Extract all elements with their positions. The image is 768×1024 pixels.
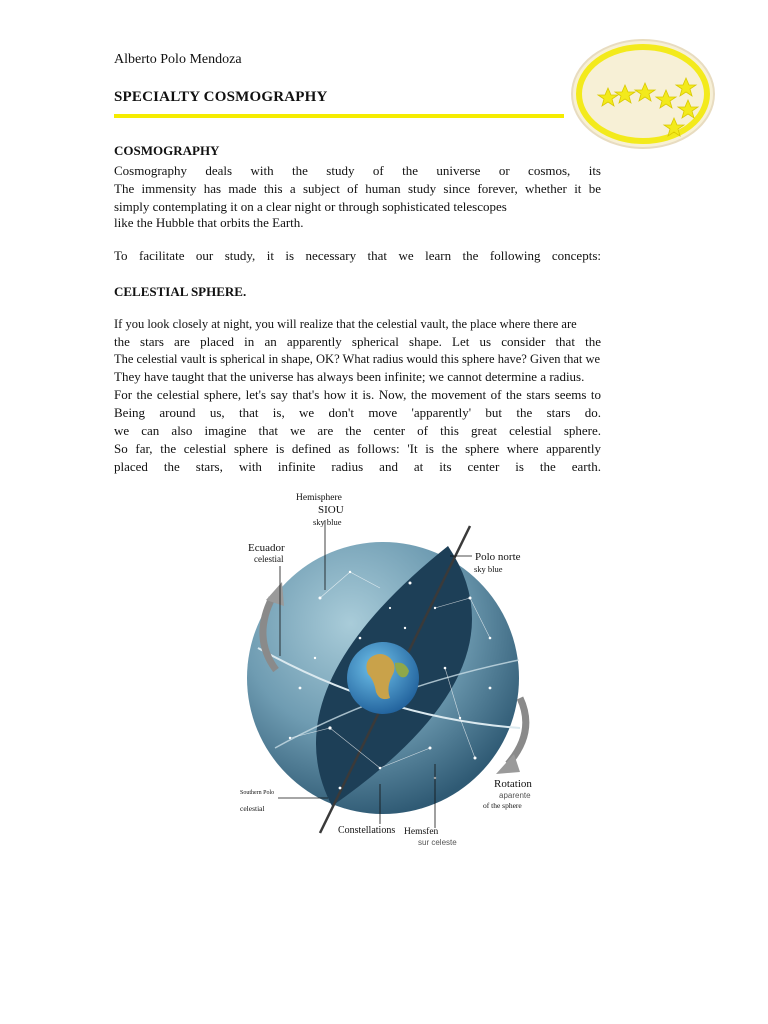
label-ecuador-celestial: celestial bbox=[254, 554, 284, 564]
author-name: Alberto Polo Mendoza bbox=[114, 52, 242, 67]
label-southern-celestial: celestial bbox=[240, 804, 265, 813]
label-rotation: Rotation bbox=[494, 778, 532, 790]
page-title: SPECIALTY COSMOGRAPHY bbox=[114, 89, 328, 105]
label-hemsfen-sur: sur celeste bbox=[418, 838, 457, 847]
label-hemisphere-color: sky blue bbox=[313, 517, 342, 527]
label-rotation-aparente: aparente bbox=[499, 791, 531, 800]
label-ecuador: Ecuador bbox=[248, 542, 285, 554]
paragraph-line: The celestial vault is spherical in shape, OK? What radius would this sphere have? Given that we bbox=[114, 352, 601, 366]
paragraph-line: Being around us, that is, we don't move 'apparently' but the stars do. bbox=[114, 405, 601, 420]
label-southern-polo: Southern Polo bbox=[240, 790, 275, 796]
paragraph-line: we can also imagine that we are the center of this great celestial sphere. bbox=[114, 423, 601, 438]
label-hemisphere: Hemisphere bbox=[296, 493, 342, 503]
paragraph-line: The immensity has made this a subject of human study since forever, whether it be bbox=[114, 181, 601, 196]
paragraph-line: the stars are placed in an apparently spherical shape. Let us consider that the bbox=[114, 334, 601, 349]
paragraph-line: To facilitate our study, it is necessary that we learn the following concepts: bbox=[114, 248, 601, 263]
heading-celestial-sphere: CELESTIAL SPHERE. bbox=[114, 284, 247, 299]
paragraph-line: simply contemplating it on a clear night or through sophisticated telescopes bbox=[114, 199, 507, 214]
celestial-sphere-diagram bbox=[230, 488, 560, 858]
title-underline bbox=[114, 114, 564, 118]
label-constellations: Constellations bbox=[338, 825, 396, 836]
label-polo-norte: Polo norte bbox=[475, 551, 521, 563]
label-polo-color: sky blue bbox=[474, 564, 503, 574]
paragraph-line: placed the stars, with infinite radius and at its center is the earth. bbox=[114, 459, 601, 474]
label-rotation-sphere: of the sphere bbox=[483, 801, 522, 810]
heading-cosmography: COSMOGRAPHY bbox=[114, 143, 220, 158]
paragraph-line: For the celestial sphere, let's say that's how it is. Now, the movement of the stars seems to bbox=[114, 387, 601, 402]
star-badge-icon bbox=[570, 38, 716, 150]
paragraph-line: If you look closely at night, you will realize that the celestial vault, the place where there are bbox=[114, 317, 577, 331]
label-hemsfen: Hemsfen bbox=[404, 827, 439, 837]
paragraph-line: So far, the celestial sphere is defined as follows: 'It is the sphere where apparently bbox=[114, 441, 601, 456]
label-hemisphere-name: SIOU bbox=[318, 504, 344, 516]
paragraph-line: Cosmography deals with the study of the universe or cosmos, its bbox=[114, 163, 601, 178]
paragraph-line: They have taught that the universe has always been infinite; we cannot determine a radius. bbox=[114, 369, 585, 384]
paragraph-line: like the Hubble that orbits the Earth. bbox=[114, 215, 304, 230]
